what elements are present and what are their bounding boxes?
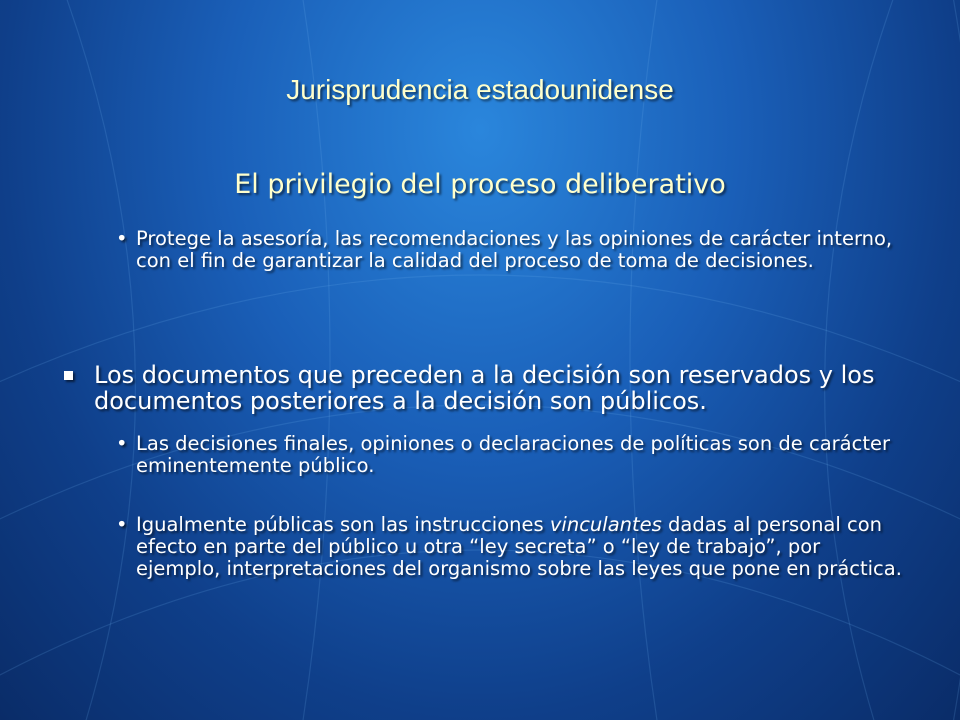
bullet-3-emphasis: vinculantes xyxy=(549,513,662,536)
bullet-3-post: dadas al personal con efecto en parte del público u otra “ley secreta” o “ley de trabajo”, por ejemplo, interpretaciones del organismo sobre las leyes que pone en práctica. xyxy=(136,513,902,580)
bullet-dot: • xyxy=(116,432,128,455)
main-point-text: Los documentos que preceden a la decisión son reservados y los documentos posteriores a la decisión son públicos. xyxy=(94,361,875,415)
bullet-text-decisiones: Las decisiones finales, opiniones o declaraciones de políticas son de carácter eminentemente público. xyxy=(136,432,891,477)
bullet-text-protege: Protege la asesoría, las recomendaciones y las opiniones de carácter interno, con el fin de garantizar la calidad del proceso de toma de decisiones. xyxy=(136,227,893,272)
bullet-dot: • xyxy=(116,513,128,536)
square-bullet-icon xyxy=(64,371,73,380)
section-subtitle: El privilegio del proceso deliberativo xyxy=(234,169,726,200)
bullet-3-pre: Igualmente públicas son las instrucciones xyxy=(136,513,550,536)
bullet-dot: • xyxy=(116,227,128,250)
slide-title: Jurisprudencia estadounidense xyxy=(286,74,674,105)
bullet-text-igualmente xyxy=(136,514,906,580)
